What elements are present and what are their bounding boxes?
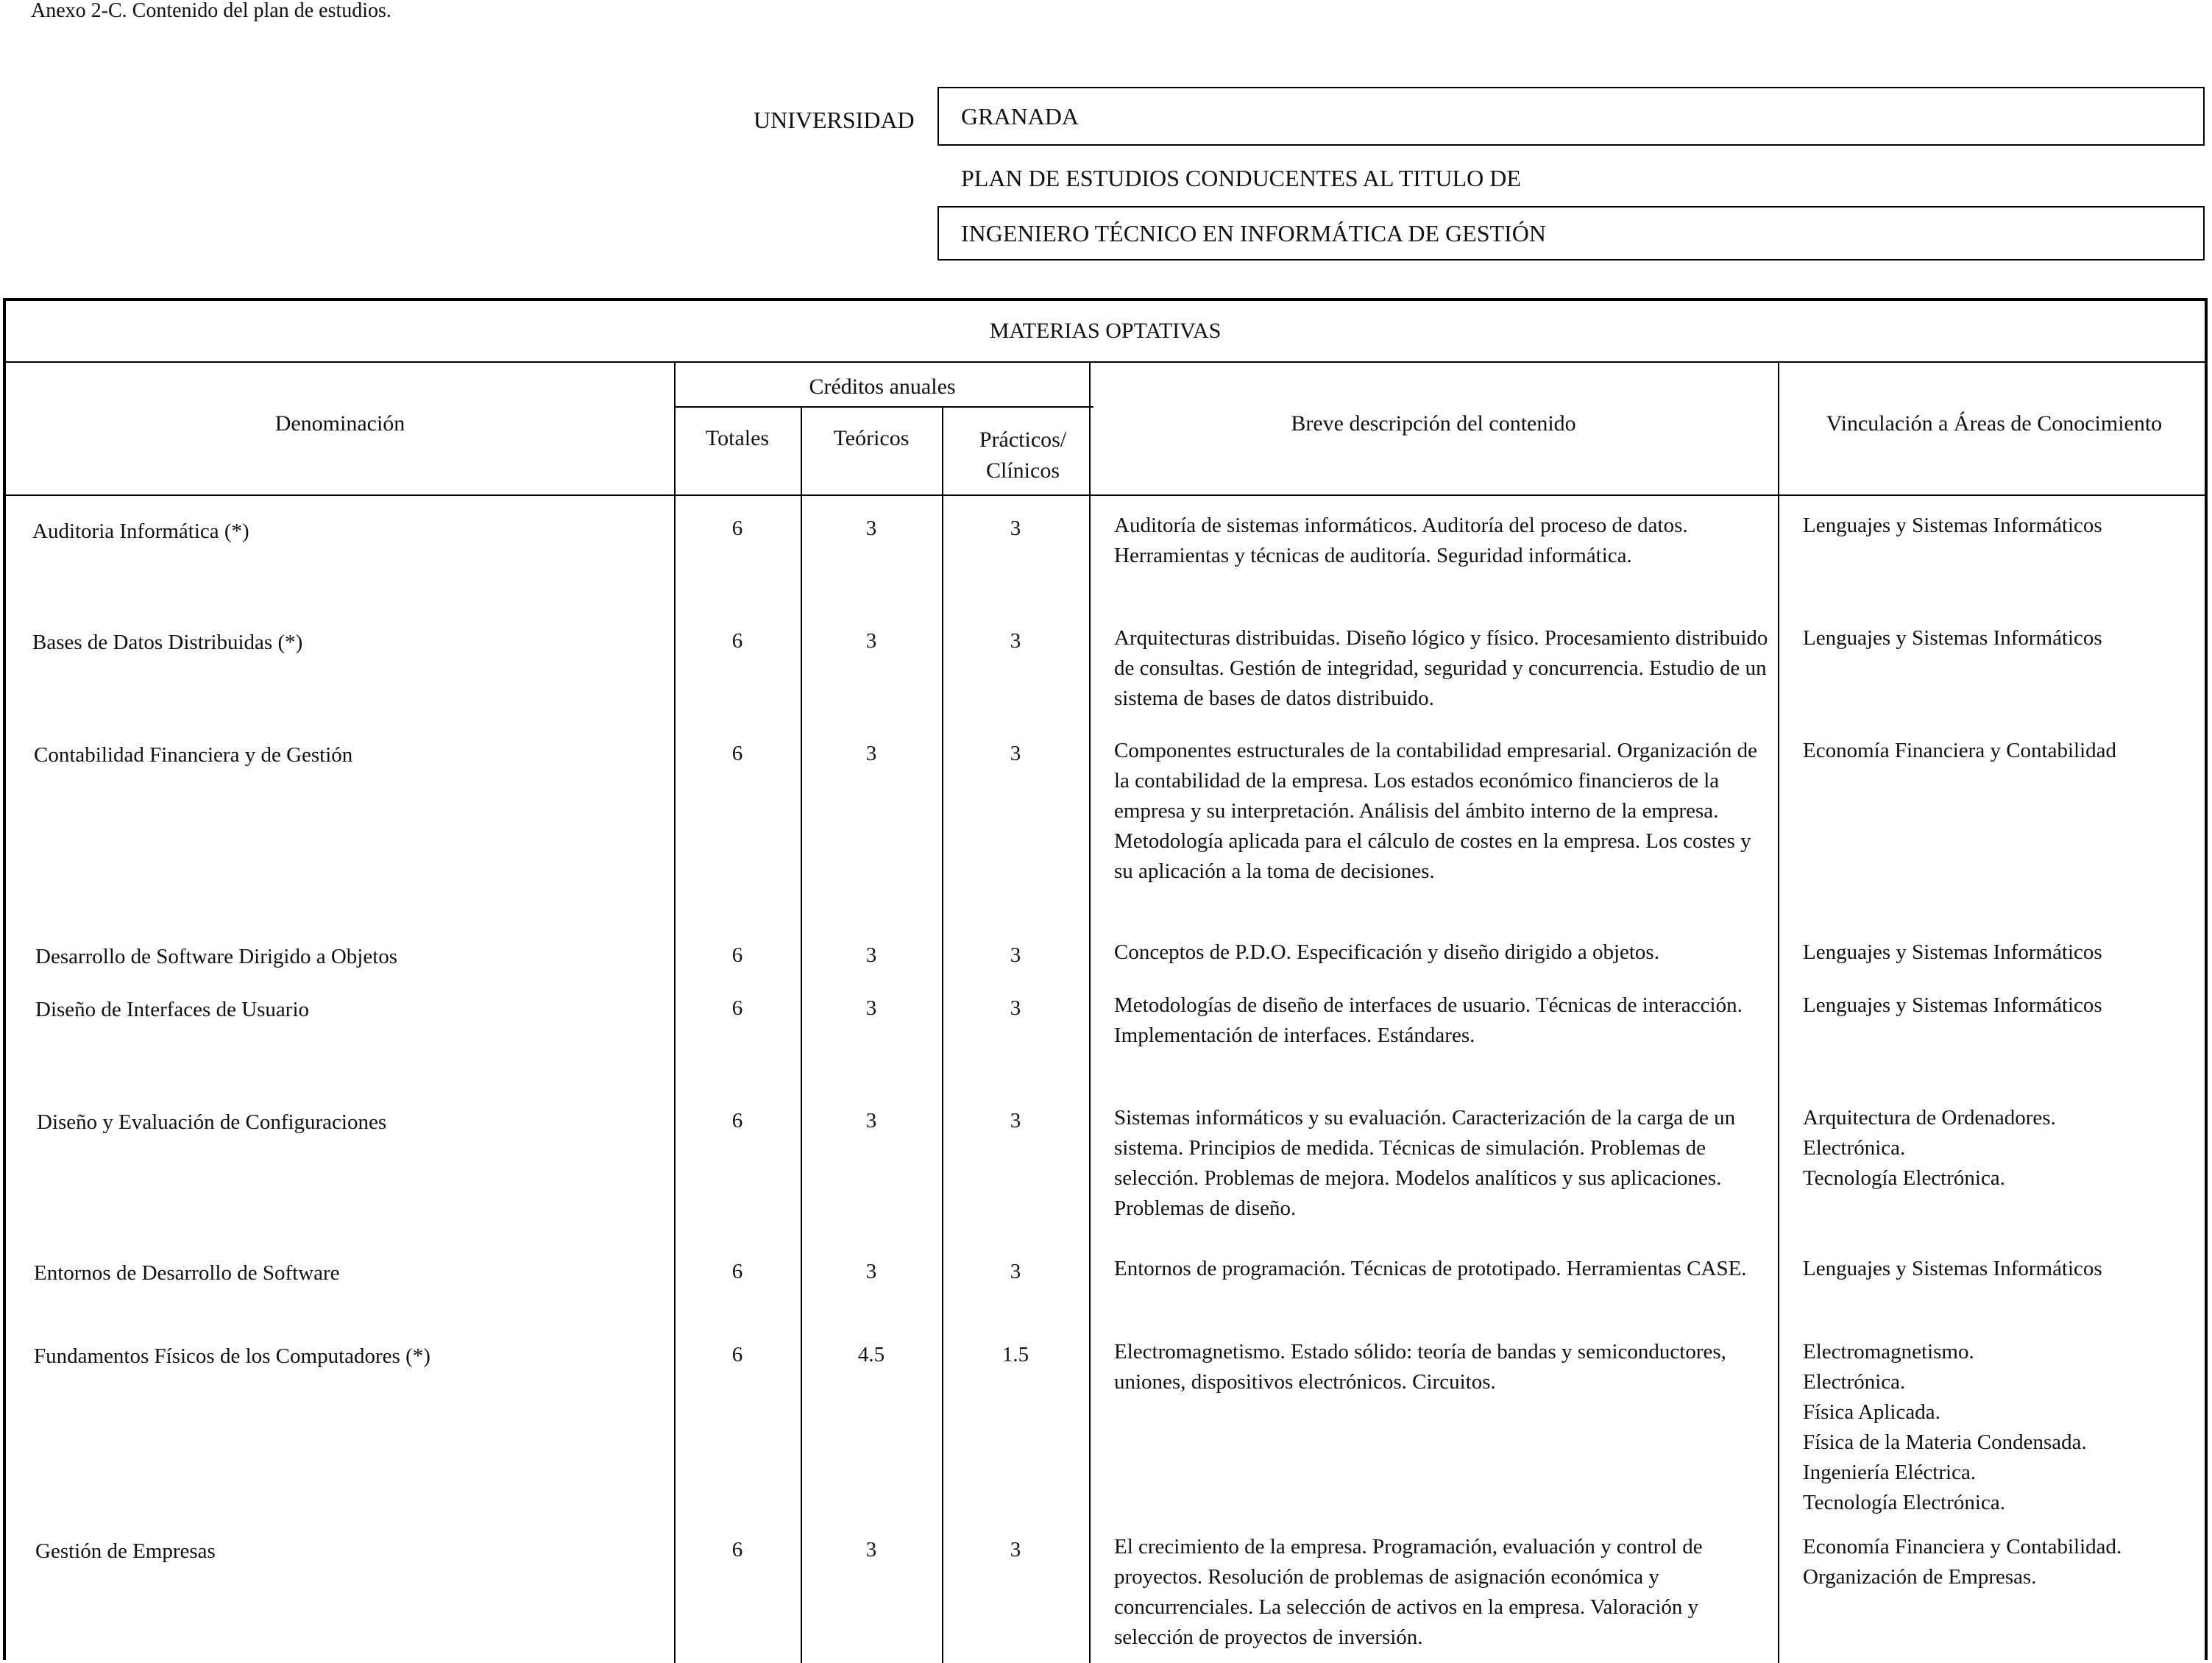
degree-field bbox=[937, 206, 2205, 260]
row-total: 6 bbox=[731, 996, 743, 1020]
row-total: 6 bbox=[731, 629, 743, 653]
row-name: Gestión de Empresas bbox=[35, 1539, 216, 1563]
row-name: Desarrollo de Software Dirigido a Objetos bbox=[35, 945, 398, 968]
row-total: 6 bbox=[731, 1343, 743, 1366]
row-total: 6 bbox=[731, 1538, 743, 1561]
row-theory: 3 bbox=[865, 943, 877, 967]
row-practice: 3 bbox=[1010, 996, 1021, 1020]
row-areas: Lenguajes y Sistemas Informáticos bbox=[1803, 514, 2102, 537]
row-description: Entornos de programación. Técnicas de prototipado. Herramientas CASE. bbox=[1114, 1257, 1747, 1280]
row-theory: 3 bbox=[865, 1260, 877, 1283]
row-practice: 3 bbox=[1010, 517, 1021, 540]
row-theory: 3 bbox=[865, 629, 877, 653]
row-description: Sistemas informáticos y su evaluación. Caracterización de la carga de un sistema. Principios de medida. Técnicas de simulación. Problemas de selección. Problemas de mejora. Modelos analíticos y sus aplicaciones. Problemas de diseño. bbox=[1114, 1106, 1736, 1220]
row-theory: 3 bbox=[865, 517, 877, 540]
plan-label: PLAN DE ESTUDIOS CONDUCENTES AL TITULO DE bbox=[961, 165, 1521, 191]
row-name: Fundamentos Físicos de los Computadores (*) bbox=[34, 1344, 430, 1368]
row-name: Diseño de Interfaces de Usuario bbox=[35, 998, 310, 1021]
university-value: GRANADA bbox=[961, 102, 1079, 130]
header-credits: Créditos anuales bbox=[809, 375, 956, 399]
row-total: 6 bbox=[731, 517, 743, 540]
row-theory: 3 bbox=[865, 742, 877, 765]
optional-subjects-table bbox=[3, 298, 2208, 1660]
university-field bbox=[937, 87, 2205, 146]
row-practice: 3 bbox=[1010, 1109, 1021, 1132]
row-theory: 3 bbox=[865, 1109, 877, 1132]
row-description: Arquitecturas distribuidas. Diseño lógico y físico. Procesamiento distribuido de consultas. Gestión de integridad, seguridad y concurrencia. Estudio de un sistema de bases de datos distribuido. bbox=[1114, 626, 1768, 710]
header-areas: Vinculación a Áreas de Conocimiento bbox=[1826, 411, 2163, 436]
header-practice: Prácticos/ Clínicos bbox=[979, 428, 1067, 483]
row-description: Conceptos de P.D.O. Especificación y diseño dirigido a objetos. bbox=[1114, 940, 1659, 964]
header-bottom-line bbox=[6, 494, 2205, 496]
row-areas: Lenguajes y Sistemas Informáticos bbox=[1803, 626, 2102, 650]
row-areas: Lenguajes y Sistemas Informáticos bbox=[1803, 1257, 2102, 1280]
section-title: MATERIAS OPTATIVAS bbox=[6, 301, 2205, 363]
row-description: Metodologías de diseño de interfaces de usuario. Técnicas de interacción. Implementación de interfaces. Estándares. bbox=[1114, 993, 1743, 1047]
row-areas: Electromagnetismo. Electrónica. Física Aplicada. Física de la Materia Condensada. Ingeniería Eléctrica. Tecnología Electrónica. bbox=[1803, 1340, 2087, 1514]
row-description: Componentes estructurales de la contabilidad empresarial. Organización de la contabilidad de la empresa. Los estados económico financieros de la empresa y su interpretación. Análisis del ámbito interno de la empresa. Metodología aplicada para el cálculo de costes en la empresa. Los costes y su aplicación a la toma de decisiones. bbox=[1114, 739, 1757, 883]
row-practice: 3 bbox=[1010, 629, 1021, 653]
row-name: Auditoria Informática (*) bbox=[32, 520, 249, 543]
row-theory: 4.5 bbox=[857, 1343, 885, 1366]
row-practice: 3 bbox=[1010, 742, 1021, 765]
row-practice: 1.5 bbox=[1002, 1343, 1029, 1366]
row-name: Diseño y Evaluación de Configuraciones bbox=[37, 1110, 387, 1134]
row-name: Bases de Datos Distribuidas (*) bbox=[32, 631, 303, 654]
header-description: Breve descripción del contenido bbox=[1291, 411, 1576, 436]
row-practice: 3 bbox=[1010, 1538, 1021, 1561]
row-total: 6 bbox=[731, 1260, 743, 1283]
header-name: Denominación bbox=[274, 411, 405, 436]
col-line-theory bbox=[942, 406, 943, 1663]
row-theory: 3 bbox=[865, 1538, 877, 1561]
row-description: Electromagnetismo. Estado sólido: teoría de bandas y semiconductores, uniones, dispositivos electrónicos. Circuitos. bbox=[1114, 1340, 1726, 1394]
col-line-practice bbox=[1089, 363, 1091, 1663]
row-name: Entornos de Desarrollo de Software bbox=[34, 1261, 340, 1285]
row-practice: 3 bbox=[1010, 943, 1021, 967]
annex-title: Anexo 2-C. Contenido del plan de estudios. bbox=[31, 0, 391, 22]
row-total: 6 bbox=[731, 1109, 743, 1132]
row-areas: Lenguajes y Sistemas Informáticos bbox=[1803, 993, 2102, 1017]
credits-divider bbox=[674, 406, 1093, 408]
row-areas: Economía Financiera y Contabilidad. Organización de Empresas. bbox=[1803, 1535, 2122, 1589]
row-name: Contabilidad Financiera y de Gestión bbox=[34, 743, 353, 767]
row-description: Auditoría de sistemas informáticos. Auditoría del proceso de datos. Herramientas y técnicas de auditoría. Seguridad informática. bbox=[1114, 514, 1688, 567]
header-total: Totales bbox=[705, 426, 770, 450]
row-total: 6 bbox=[731, 742, 743, 765]
row-areas: Arquitectura de Ordenadores. Electrónica. Tecnología Electrónica. bbox=[1803, 1106, 2056, 1190]
university-label: UNIVERSIDAD bbox=[754, 107, 915, 133]
row-description: El crecimiento de la empresa. Programación, evaluación y control de proyectos. Resolución de problemas de asignación económica y concurrenciales. La selección de activos en la empresa. Valoración y selección de proyectos de inversión. bbox=[1114, 1535, 1703, 1649]
row-practice: 3 bbox=[1010, 1260, 1021, 1283]
row-areas: Lenguajes y Sistemas Informáticos bbox=[1803, 940, 2102, 964]
row-areas: Economía Financiera y Contabilidad bbox=[1803, 739, 2117, 762]
degree-value: INGENIERO TÉCNICO EN INFORMÁTICA DE GESTIÓN bbox=[961, 219, 1546, 247]
header-theory: Teóricos bbox=[833, 426, 910, 450]
col-line-total bbox=[801, 406, 802, 1663]
row-theory: 3 bbox=[865, 996, 877, 1020]
col-line-description bbox=[1778, 363, 1779, 1663]
row-total: 6 bbox=[731, 943, 743, 967]
